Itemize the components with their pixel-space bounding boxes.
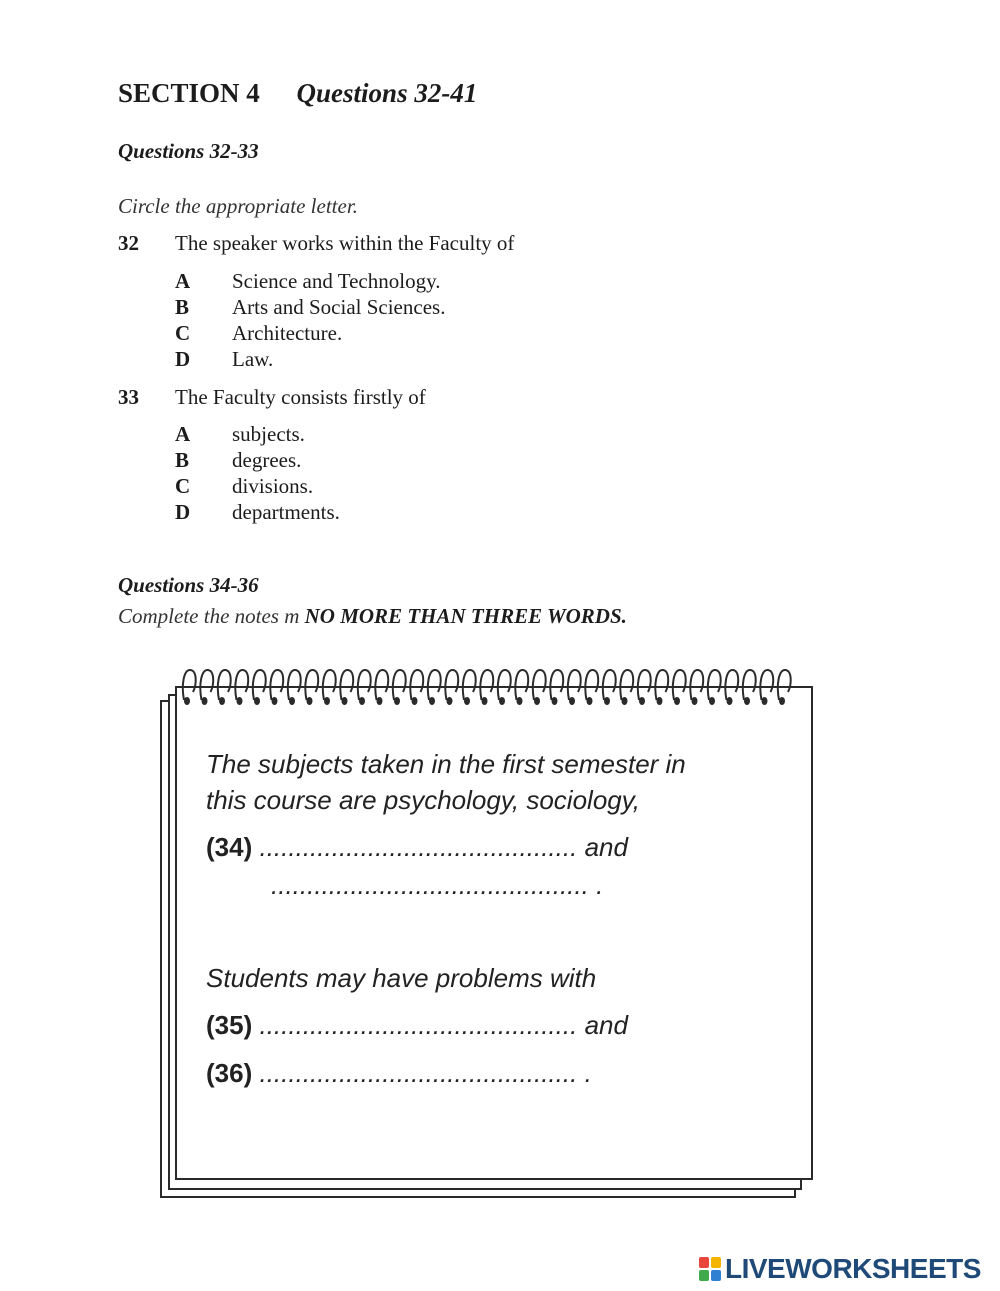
binding-hole	[604, 697, 610, 705]
binding-hole	[657, 697, 663, 705]
spiral-coil	[340, 670, 353, 700]
part1-instruction: Circle the appropriate letter.	[118, 194, 358, 218]
answer-line-34	[206, 832, 628, 863]
binding-hole	[412, 697, 418, 705]
connector-and: and	[584, 1010, 628, 1040]
answer-line-36	[206, 1058, 592, 1089]
binding-hole	[569, 697, 575, 705]
question-text: The speaker works within the Faculty of	[175, 231, 515, 255]
spiral-coil	[498, 670, 511, 700]
instruction-prefix: Complete the notes m	[118, 604, 305, 628]
binding-hole	[622, 697, 628, 705]
binding-hole	[744, 697, 750, 705]
spiral-coil	[725, 670, 738, 700]
binding-hole	[359, 697, 365, 705]
binding-hole	[692, 697, 698, 705]
binding-hole	[377, 697, 383, 705]
option-text[interactable]: Law.	[232, 347, 274, 371]
option-letter[interactable]: C	[175, 474, 191, 498]
spiral-coil	[235, 670, 248, 700]
spiral-coil	[655, 670, 668, 700]
spiral-coil	[533, 670, 546, 700]
option-text[interactable]: Architecture.	[232, 321, 343, 345]
binding-hole	[499, 697, 505, 705]
binding-hole	[779, 697, 785, 705]
answer-line-34-continued	[271, 870, 603, 901]
spiral-coil	[375, 670, 388, 700]
option-letter[interactable]: A	[175, 269, 191, 293]
spiral-coil	[428, 670, 441, 700]
answer-blank-34[interactable]: ............................................	[259, 832, 578, 862]
binding-hole	[517, 697, 523, 705]
option-text[interactable]: subjects.	[232, 422, 305, 446]
spiral-coil	[673, 670, 686, 700]
option-letter[interactable]: C	[175, 321, 191, 345]
spiral-coil	[463, 670, 476, 700]
binding-hole	[587, 697, 593, 705]
option-letter[interactable]: D	[175, 500, 191, 524]
binding-hole	[709, 697, 715, 705]
spiral-coil	[760, 670, 773, 700]
line-end-period: .	[596, 870, 604, 900]
spiral-coil	[568, 670, 581, 700]
part2-instruction	[118, 604, 627, 629]
spiral-coil	[585, 670, 598, 700]
option-text[interactable]: departments.	[232, 500, 340, 524]
option-text[interactable]: divisions.	[232, 474, 314, 498]
section-questions: Questions 32-41	[296, 78, 478, 108]
binding-hole	[342, 697, 348, 705]
binding-hole	[552, 697, 558, 705]
spiral-coil	[445, 670, 458, 700]
binding-hole	[324, 697, 330, 705]
spiral-coil	[620, 670, 633, 700]
instruction-emphasis: NO MORE THAN THREE WORDS.	[304, 604, 627, 628]
question-number: 33	[118, 385, 139, 409]
binding-hole	[394, 697, 400, 705]
spiral-coil	[393, 670, 406, 700]
option-text[interactable]: Arts and Social Sciences.	[232, 295, 446, 319]
spiral-coil	[270, 670, 283, 700]
logo-mark-icon	[699, 1257, 721, 1281]
spiral-coil	[515, 670, 528, 700]
binding-hole	[307, 697, 313, 705]
spiral-coil	[550, 670, 563, 700]
option-letter[interactable]: A	[175, 422, 191, 446]
spiral-coil	[690, 670, 703, 700]
binding-hole	[184, 697, 190, 705]
notepad-line-2: this course are psychology, sociology,	[206, 785, 641, 815]
spiral-coil	[218, 670, 231, 700]
question-label-36: (36)	[206, 1058, 253, 1088]
binding-hole	[534, 697, 540, 705]
question-label-34: (34)	[206, 832, 253, 862]
option-letter[interactable]: B	[175, 448, 190, 472]
answer-blank-34b[interactable]: ............................................	[271, 870, 589, 900]
spiral-coil	[410, 670, 423, 700]
spiral-coil	[323, 670, 336, 700]
question-text: The Faculty consists firstly of	[175, 385, 426, 409]
liveworksheets-logo[interactable]	[699, 1254, 981, 1284]
spiral-coil	[638, 670, 651, 700]
spiral-coil	[305, 670, 318, 700]
option-letter[interactable]: D	[175, 347, 191, 371]
binding-hole	[639, 697, 645, 705]
answer-blank-35[interactable]: ............................................	[259, 1010, 578, 1040]
spiral-coil	[603, 670, 616, 700]
binding-hole	[727, 697, 733, 705]
section-title	[118, 78, 477, 109]
part1-heading: Questions 32-33	[118, 139, 259, 163]
binding-hole	[482, 697, 488, 705]
spiral-coil	[288, 670, 301, 700]
spiral-coil	[183, 670, 196, 700]
binding-hole	[429, 697, 435, 705]
spiral-coil	[480, 670, 493, 700]
notepad-line-3: Students may have problems with	[206, 963, 597, 993]
spiral-coil	[778, 670, 791, 700]
answer-line-35	[206, 1010, 628, 1041]
option-text[interactable]: Science and Technology.	[232, 269, 441, 293]
binding-hole	[762, 697, 768, 705]
binding-hole	[447, 697, 453, 705]
answer-blank-36[interactable]: ............................................	[259, 1058, 578, 1088]
binding-hole	[202, 697, 208, 705]
question-label-35: (35)	[206, 1010, 253, 1040]
logo-text: LIVEWORKSHEETS	[725, 1253, 981, 1284]
binding-hole	[289, 697, 295, 705]
binding-hole	[272, 697, 278, 705]
spiral-coil	[358, 670, 371, 700]
line-end-period: .	[584, 1058, 592, 1088]
spiral-binding-icon	[176, 664, 812, 708]
notepad-line-1: The subjects taken in the first semester in	[206, 749, 686, 779]
binding-hole	[674, 697, 680, 705]
connector-and: and	[584, 832, 628, 862]
question-number: 32	[118, 231, 139, 255]
part2-heading: Questions 34-36	[118, 573, 259, 597]
spiral-coil	[743, 670, 756, 700]
spiral-coil	[200, 670, 213, 700]
spiral-coil	[253, 670, 266, 700]
binding-hole	[464, 697, 470, 705]
option-text[interactable]: degrees.	[232, 448, 302, 472]
binding-hole	[219, 697, 225, 705]
option-letter[interactable]: B	[175, 295, 190, 319]
binding-hole	[237, 697, 243, 705]
binding-hole	[254, 697, 260, 705]
section-label: SECTION 4	[118, 78, 260, 108]
spiral-coil	[708, 670, 721, 700]
